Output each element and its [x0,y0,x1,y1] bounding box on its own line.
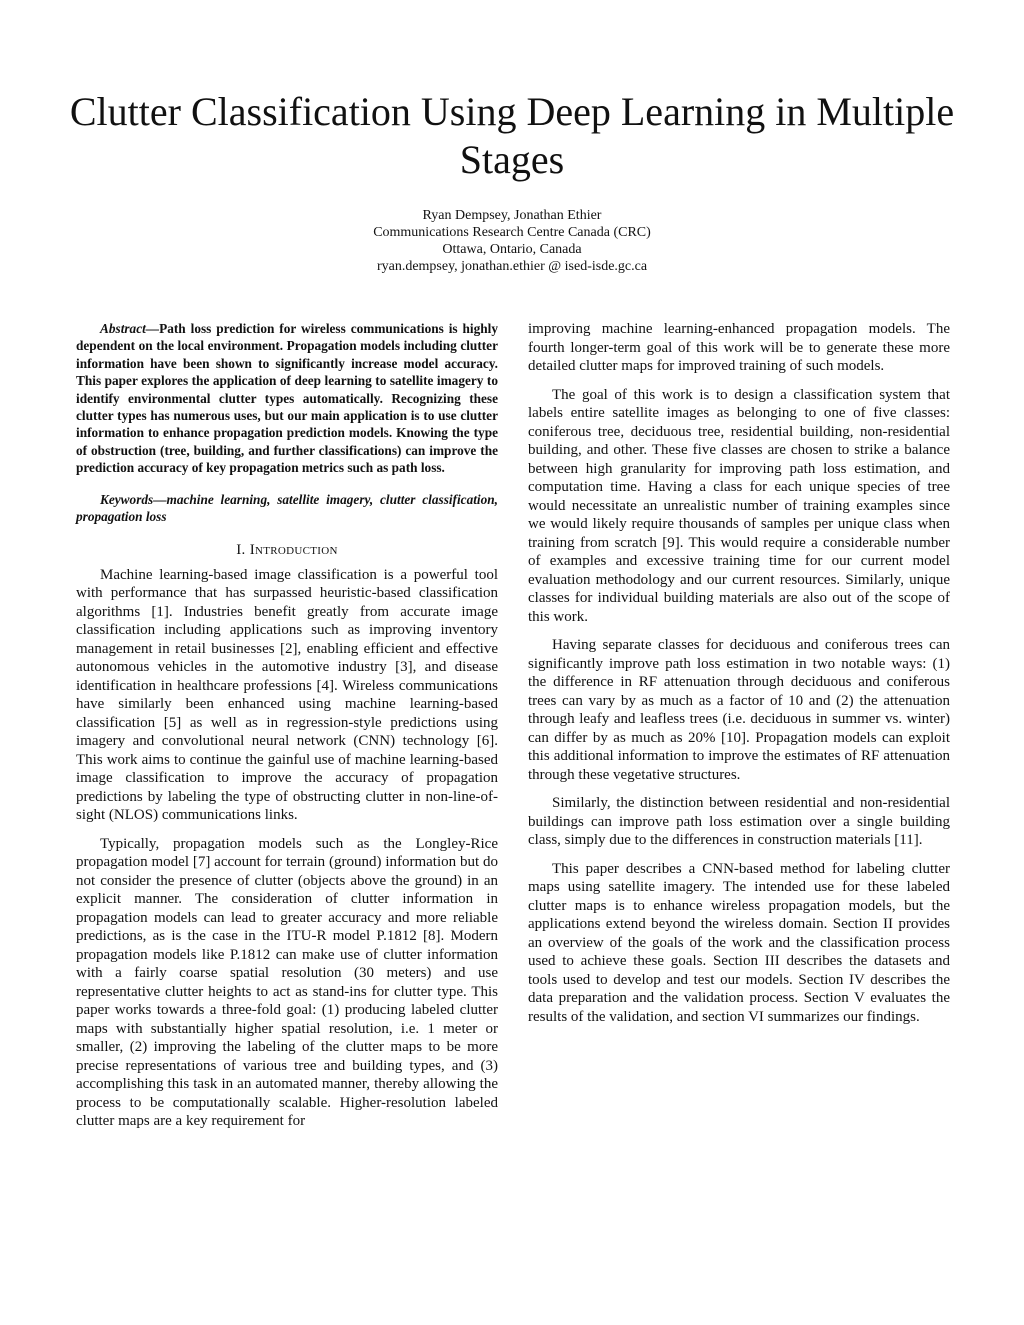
author-email: ryan.dempsey, jonathan.ethier @ ised-isde.gc.ca [376,259,648,274]
author-affiliation: Communications Research Centre Canada (CRC) [373,225,651,240]
left-column [76,320,498,1141]
paper-title: Clutter Classification Using Deep Learning in Multiple Stages [69,89,955,182]
abstract [76,320,498,477]
abstract-lead: Abstract— [100,321,160,336]
abstract-text: Path loss prediction for wireless communications is highly dependent on the local environment. Propagation models including clutter information have been shown to significantly increase model accuracy. This paper explores the application of deep learning to satellite imagery to identify environmental clutter types automatically. Recognizing these clutter types has numerous uses, but our main application is to use clutter information to enhance propagation prediction models. Knowing the type of obstruction (tree, building, and further classifications) can improve the prediction accuracy of key propagation metrics such as path loss. [76,321,498,476]
paragraph: improving machine learning-enhanced propagation models. The fourth longer-term goal of this work will be to generate these more detailed clutter maps for improved training of such models. [528,321,950,374]
author-location: Ottawa, Ontario, Canada [442,242,582,257]
section-number: I. [236,542,246,559]
paragraph: Having separate classes for deciduous and coniferous trees can significantly improve path loss estimation in two notable ways: (1) the difference in RF attenuation through deciduous and coniferous trees can vary by as much as a factor of 10 and (2) the attenuation through leafy and leafless trees (i.e. deciduous in summer vs. winter) can differ by as much as 20% [10]. Propagation models can exploit this additional information to improve the estimates of RF attenuation through these vegetative structures. [528,637,950,783]
paragraph: Similarly, the distinction between residential and non-residential buildings can improve path loss estimation over a single building class, simply due to the differences in construction materials [11]. [528,795,950,848]
keywords: Keywords—machine learning, satellite imagery, clutter classification, propagation loss [76,491,498,525]
author-names: Ryan Dempsey, Jonathan Ethier [422,208,602,223]
author-block [212,207,812,275]
right-column [528,320,950,1036]
section-heading-introduction [76,541,498,560]
paragraph: The goal of this work is to design a classification system that labels entire satellite images as belonging to one of five classes: coniferous tree, deciduous tree, residential building, non-residential building, and other. These five classes are chosen to strike a balance between high granularity for improving path loss estimation, and computation time. Having a class for each unique species of tree would necessitate an unrealistic number of training examples since we would likely require thousands of samples per unique class when training from scratch [9]. This would require a considerable number of examples and excessive training time for our current model evaluation methodology and our current resources. Similarly, unique classes for individual building materials are also out of the scope of this work. [528,386,950,625]
section-title: Introduction [249,542,338,559]
paragraph: This paper describes a CNN-based method for labeling clutter maps using satellite imagery. The intended use for these labeled clutter maps is to enhance wireless propagation models, but the applications extend beyond the wireless domain. Section II provides an overview of the goals of the work and the classification process used to achieve these goals. Section III describes the datasets and tools used to develop and test our models. Section IV describes the data preparation and the validation process. Section V evaluates the results of the validation, and section VI summarizes our findings. [528,860,950,1025]
paragraph: Machine learning-based image classification is a powerful tool with performance that has surpassed heuristic-based classification algorithms [1]. Industries benefit greatly from accurate image classification including applications such as improving inventory management in retail businesses [2], enabling efficient and effective autonomous vehicles in the automotive industry [3], and disease identification in healthcare professions [4]. Wireless communications have similarly been enhanced using machine learning-based classification [5] as well as in regression-style predictions using imagery and convolutional neural network (CNN) technology [6]. This work aims to continue the gainful use of machine learning-based image classification to improve the accuracy of propagation predictions by labeling the type of obstructing clutter in non-line-of-sight (NLOS) communications links. [76,566,498,824]
paragraph: Typically, propagation models such as the Longley-Rice propagation model [7] account for terrain (ground) information but do not consider the presence of clutter (objects above the ground) in an explicit manner. The consideration of clutter information in propagation models can lead to greater accuracy and more reliable predictions, as is the case in the ITU-R model P.1812 [8]. Modern propagation models like P.1812 can make use of clutter information with a fairly coarse spatial resolution (30 meters) and use representative clutter heights to act as stand-ins for clutter type. This paper works towards a three-fold goal: (1) producing labeled clutter maps with substantially higher spatial resolution, i.e. 1 meter or smaller, (2) improving the labeling of the clutter maps to be more precise representations of various tree and building types, and (3) accomplishing this task in an automated manner, thereby allowing the process to be computationally scalable. Higher-resolution labeled clutter maps are a key requirement for [76,835,498,1130]
